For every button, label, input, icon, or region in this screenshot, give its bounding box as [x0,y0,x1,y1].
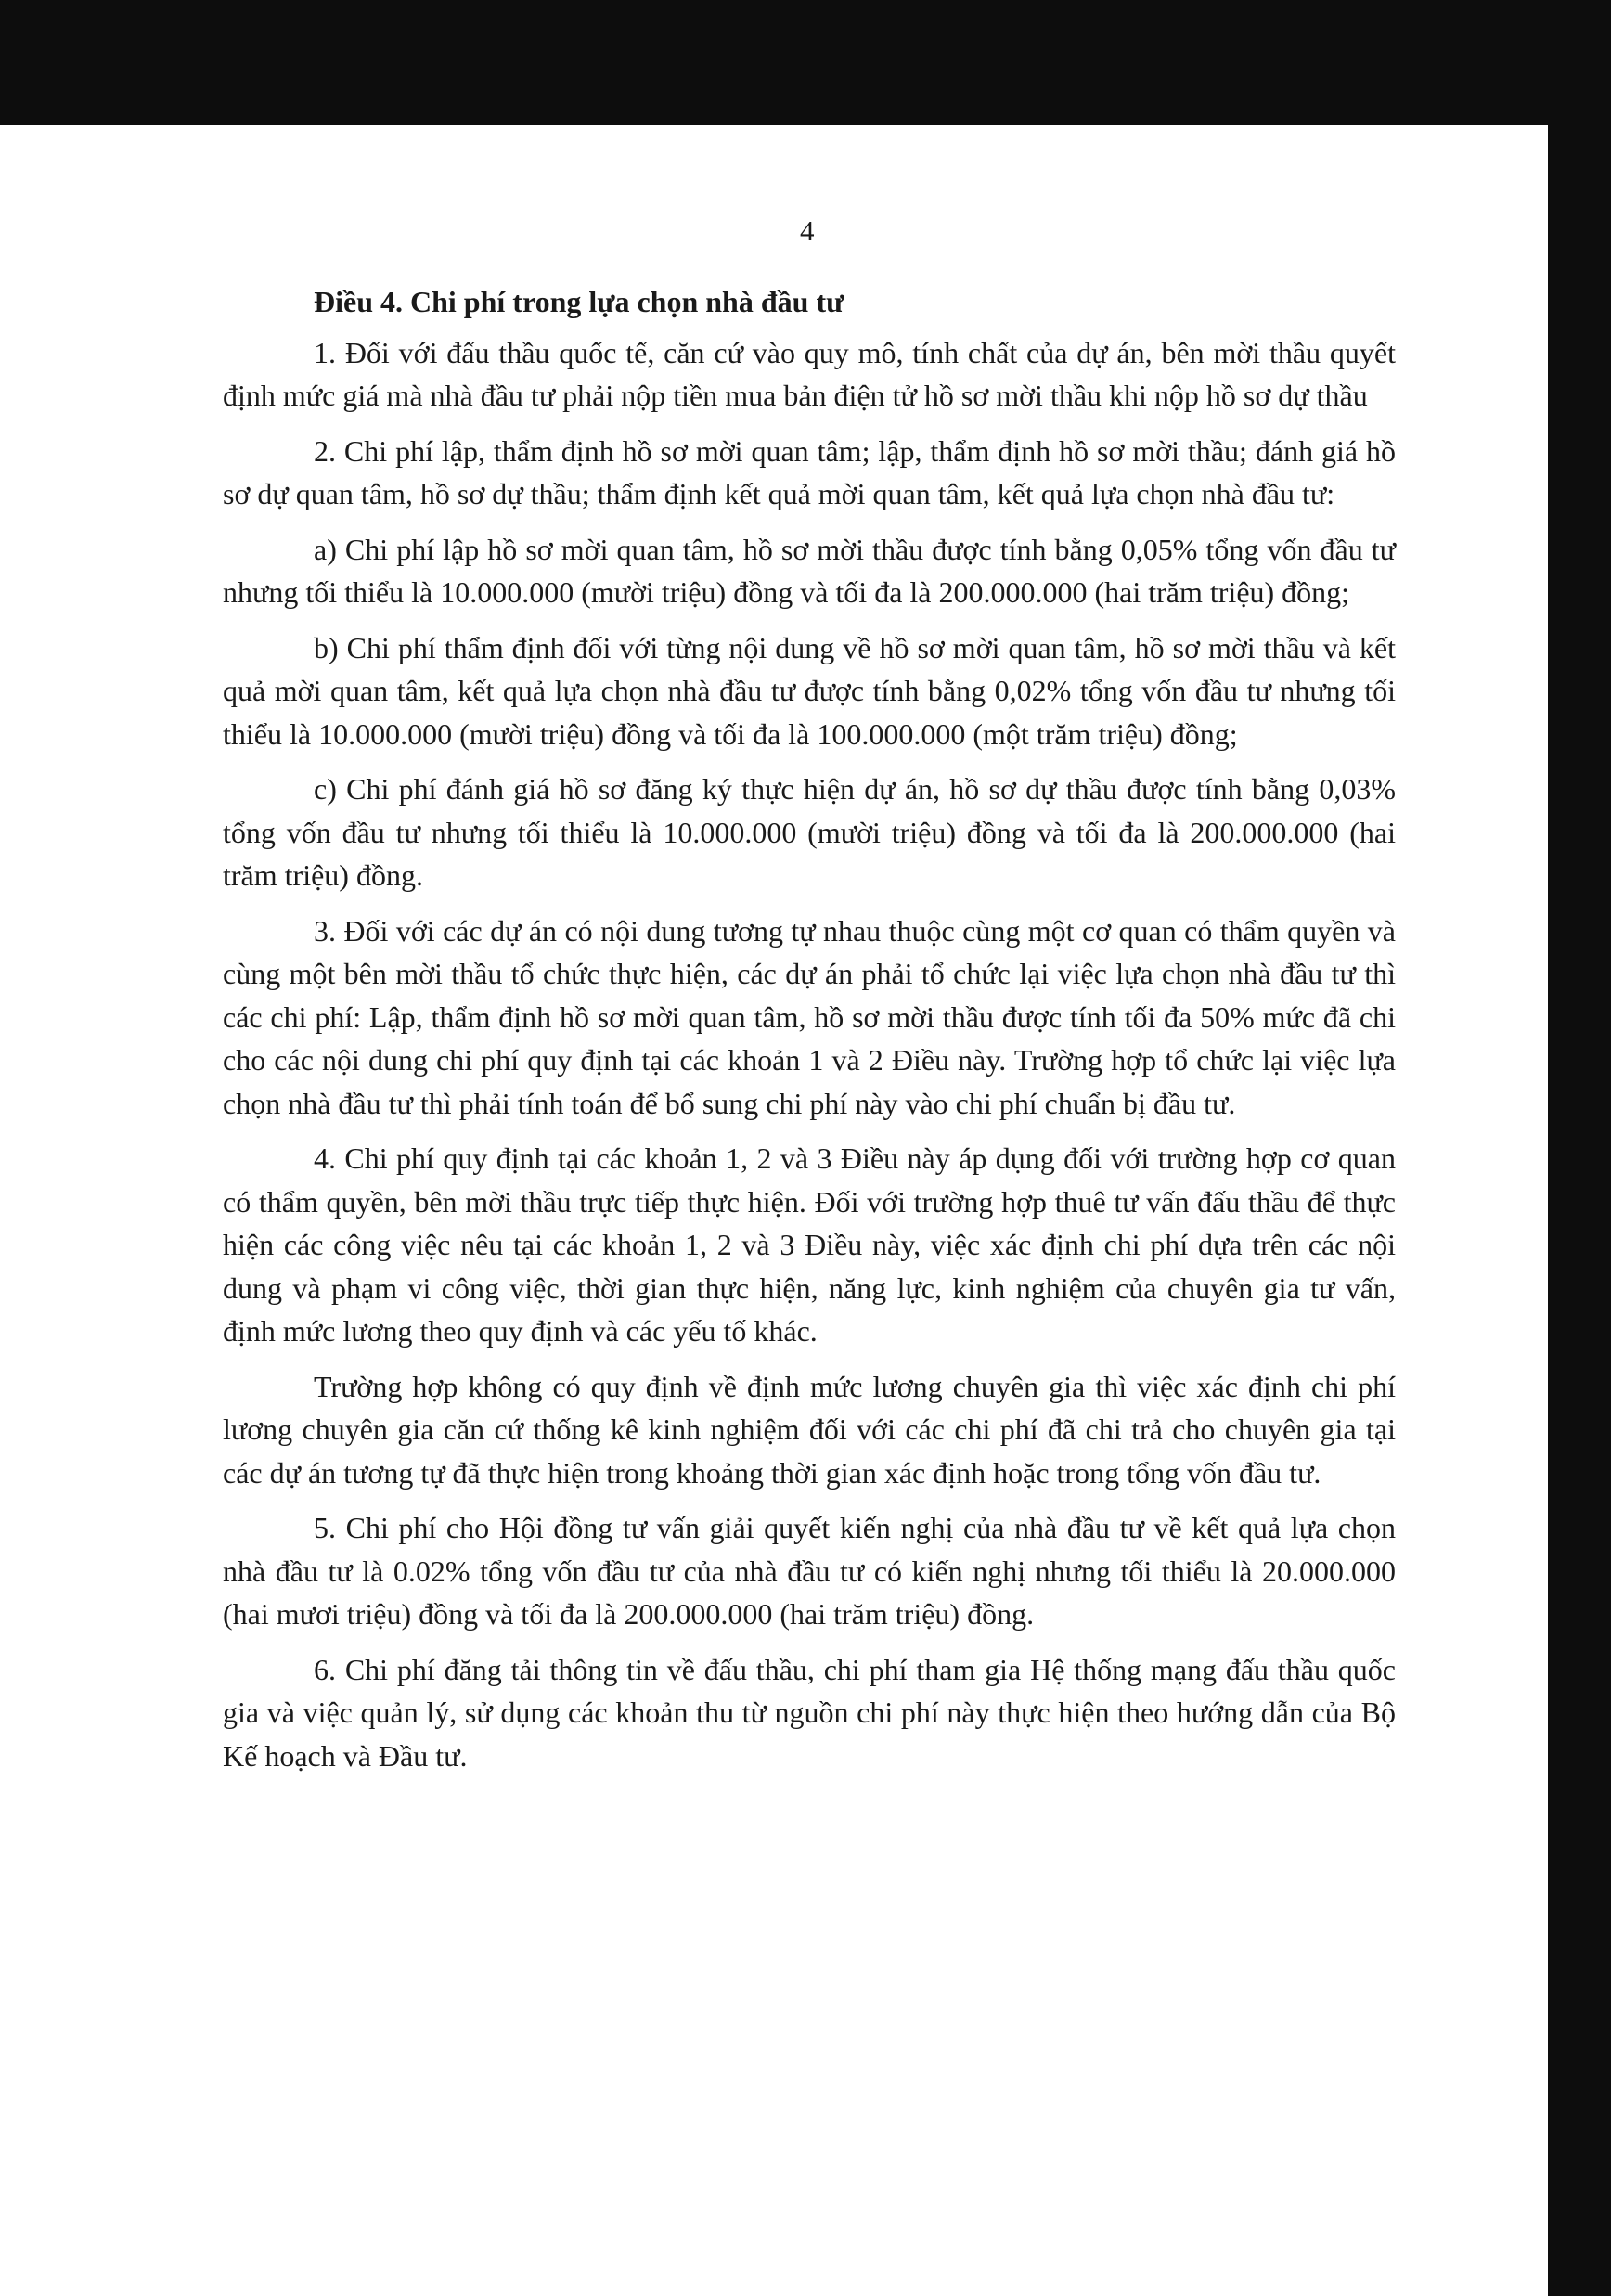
document-page [0,125,1548,2296]
paragraph-clause-2: 2. Chi phí lập, thẩm định hồ sơ mời quan tâm; lập, thẩm định hồ sơ mời thầu; đánh giá hồ sơ dự quan tâm, hồ sơ dự thầu; thẩm định kết quả mời quan tâm, kết quả lựa chọn nhà đầu tư: [223,433,1396,510]
paragraph-clause-2a: a) Chi phí lập hồ sơ mời quan tâm, hồ sơ mời thầu được tính bằng 0,05% tổng vốn đầu tư nhưng tối thiểu là 10.000.000 (mười triệu) đồng và tối đa là 200.000.000 (hai trăm triệu) đồng; [223,532,1396,609]
article-heading: Điều 4. Chi phí trong lựa chọn nhà đầu tư [314,285,844,318]
scan-border-top [0,0,1611,125]
paragraph-clause-5: 5. Chi phí cho Hội đồng tư vấn giải quyết kiến nghị của nhà đầu tư về kết quả lựa chọn nhà đầu tư là 0.02% tổng vốn đầu tư của nhà đầu tư có kiến nghị nhưng tối thiểu là 20.000.000 (hai mươi triệu) đồng và tối đa là 200.000.000 (hai trăm triệu) đồng. [223,1511,1396,1631]
article-body [223,280,1396,1789]
scan-border-right [1548,0,1611,2296]
paragraph-clause-3: 3. Đối với các dự án có nội dung tương tự nhau thuộc cùng một cơ quan có thẩm quyền và cùng một bên mời thầu tổ chức thực hiện, các dự án phải tổ chức lại việc lựa chọn nhà đầu tư thì các chi phí: Lập, thẩm định hồ sơ mời quan tâm, hồ sơ mời thầu được tính tối đa 50% mức đã chi cho các nội dung chi phí quy định tại các khoản 1 và 2 Điều này. Trường hợp tổ chức lại việc lựa chọn nhà đầu tư thì phải tính toán để bổ sung chi phí này vào chi phí chuẩn bị đầu tư. [223,913,1396,1120]
paragraph-clause-2c: c) Chi phí đánh giá hồ sơ đăng ký thực hiện dự án, hồ sơ dự thầu được tính bằng 0,03% tổng vốn đầu tư nhưng tối thiểu là 10.000.000 (mười triệu) đồng và tối đa là 200.000.000 (hai trăm triệu) đồng. [223,772,1396,892]
paragraph-clause-1: 1. Đối với đấu thầu quốc tế, căn cứ vào quy mô, tính chất của dự án, bên mời thầu quyết định mức giá mà nhà đầu tư phải nộp tiền mua bản điện tử hồ sơ mời thầu khi nộp hồ sơ dự thầu [223,335,1396,412]
page-number: 4 [800,214,815,247]
paragraph-clause-4-continued: Trường hợp không có quy định về định mức lương chuyên gia thì việc xác định chi phí lương chuyên gia căn cứ thống kê kinh nghiệm đối với các chi phí đã chi trả cho chuyên gia tại các dự án tương tự đã thực hiện trong khoảng thời gian xác định hoặc trong tổng vốn đầu tư. [223,1369,1396,1490]
paragraph-clause-4: 4. Chi phí quy định tại các khoản 1, 2 và 3 Điều này áp dụng đối với trường hợp cơ quan có thẩm quyền, bên mời thầu trực tiếp thực hiện. Đối với trường hợp thuê tư vấn đấu thầu để thực hiện các công việc nêu tại các khoản 1, 2 và 3 Điều này, việc xác định chi phí dựa trên các nội dung và phạm vi công việc, thời gian thực hiện, năng lực, kinh nghiệm của chuyên gia tư vấn, định mức lương theo quy định và các yếu tố khác. [223,1142,1396,1348]
paragraph-clause-6: 6. Chi phí đăng tải thông tin về đấu thầu, chi phí tham gia Hệ thống mạng đấu thầu quốc gia và việc quản lý, sử dụng các khoản thu từ nguồn chi phí này thực hiện theo hướng dẫn của Bộ Kế hoạch và Đầu tư. [223,1652,1396,1773]
paragraph-clause-2b: b) Chi phí thẩm định đối với từng nội dung về hồ sơ mời quan tâm, hồ sơ mời thầu và kết quả mời quan tâm, kết quả lựa chọn nhà đầu tư được tính bằng 0,02% tổng vốn đầu tư nhưng tối thiểu là 10.000.000 (mười triệu) đồng và tối đa là 100.000.000 (một trăm triệu) đồng; [223,630,1396,751]
